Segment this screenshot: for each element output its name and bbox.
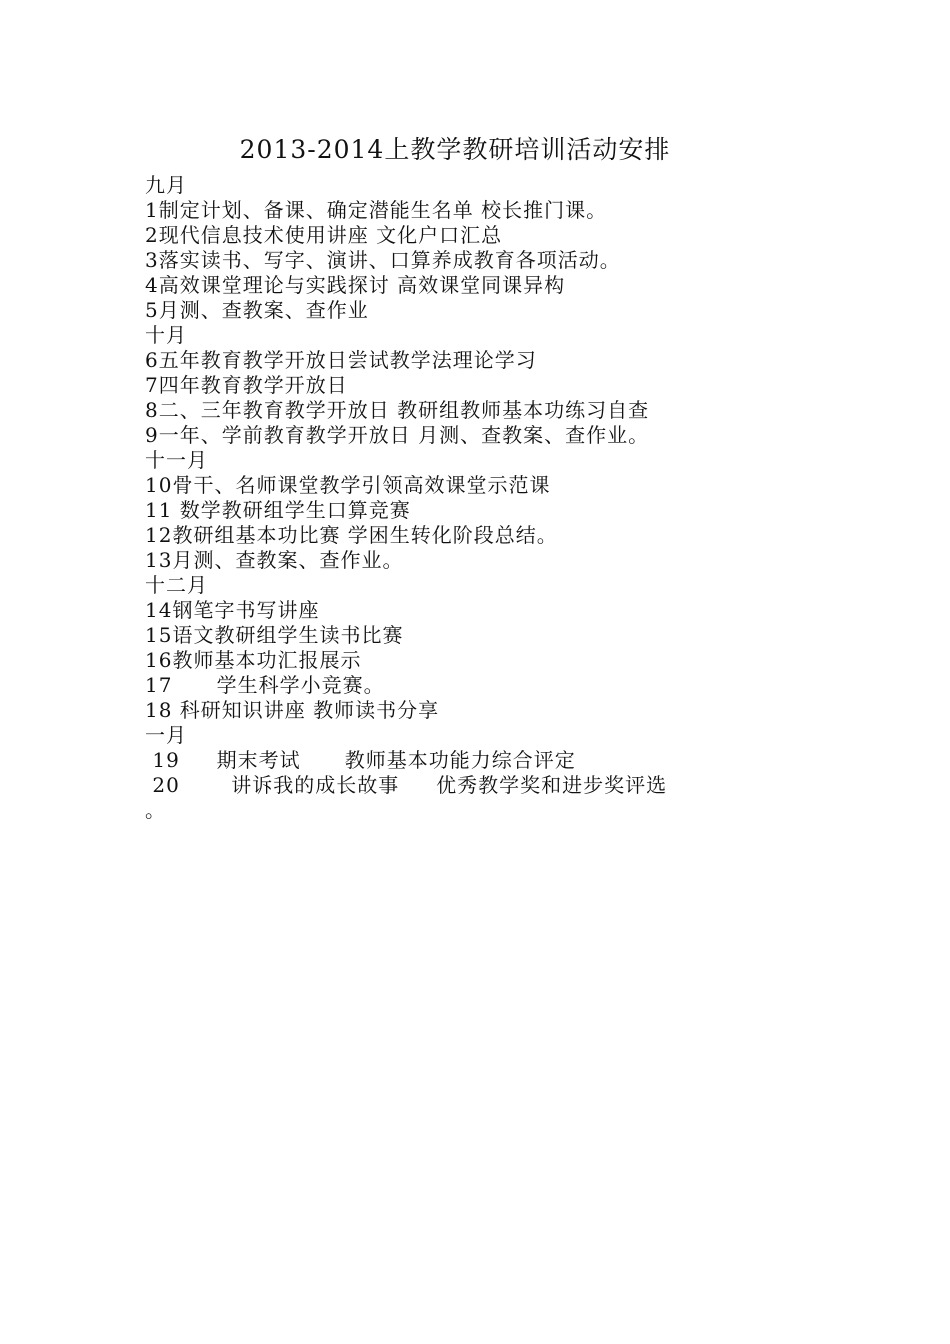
month-heading-november: 十一月 [145, 448, 208, 472]
schedule-item-18: 18 科研知识讲座 教师读书分享 [145, 698, 440, 722]
month-heading-december: 十二月 [145, 573, 208, 597]
month-heading-january: 一月 [145, 723, 187, 747]
schedule-item-14: 14钢笔字书写讲座 [145, 598, 320, 622]
schedule-item-9: 9一年、学前教育教学开放日 月测、查教案、查作业。 [145, 423, 650, 447]
schedule-item-3: 3落实读书、写字、演讲、口算养成教育各项活动。 [145, 248, 621, 272]
schedule-item-8: 8二、三年教育教学开放日 教研组教师基本功练习自查 [145, 398, 650, 422]
schedule-item-15: 15语文教研组学生读书比赛 [145, 623, 404, 647]
schedule-item-2: 2现代信息技术使用讲座 文化户口汇总 [145, 223, 503, 247]
schedule-item-4: 4高效课堂理论与实践探讨 高效课堂同课异构 [145, 273, 566, 297]
schedule-item-16: 16教师基本功汇报展示 [145, 648, 362, 672]
month-heading-september: 九月 [145, 173, 187, 197]
schedule-item-7: 7四年教育教学开放日 [145, 373, 348, 397]
schedule-content [145, 173, 935, 823]
schedule-item-12: 12教研组基本功比赛 学困生转化阶段总结。 [145, 523, 558, 547]
schedule-item-17: 17 学生科学小竞赛。 [145, 673, 385, 697]
schedule-item-19: 19 期末考试 教师基本功能力综合评定 [145, 748, 576, 772]
schedule-item-20: 20 讲诉我的成长故事 优秀教学奖和进步奖评选 [145, 773, 668, 797]
schedule-item-6: 6五年教育教学开放日尝试教学法理论学习 [145, 348, 537, 372]
schedule-item-13: 13月测、查教案、查作业。 [145, 548, 404, 572]
schedule-item-10: 10骨干、名师课堂教学引领高效课堂示范课 [145, 473, 551, 497]
schedule-item-5: 5月测、查教案、查作业 [145, 298, 369, 322]
schedule-item-1: 1制定计划、备课、确定潜能生名单 校长推门课。 [145, 198, 608, 222]
schedule-item-11: 11 数学教研组学生口算竞赛 [145, 498, 411, 522]
month-heading-october: 十月 [145, 323, 187, 347]
document-title: 2013-2014上教学教研培训活动安排 [239, 135, 671, 164]
trailing-period: 。 [145, 798, 166, 822]
